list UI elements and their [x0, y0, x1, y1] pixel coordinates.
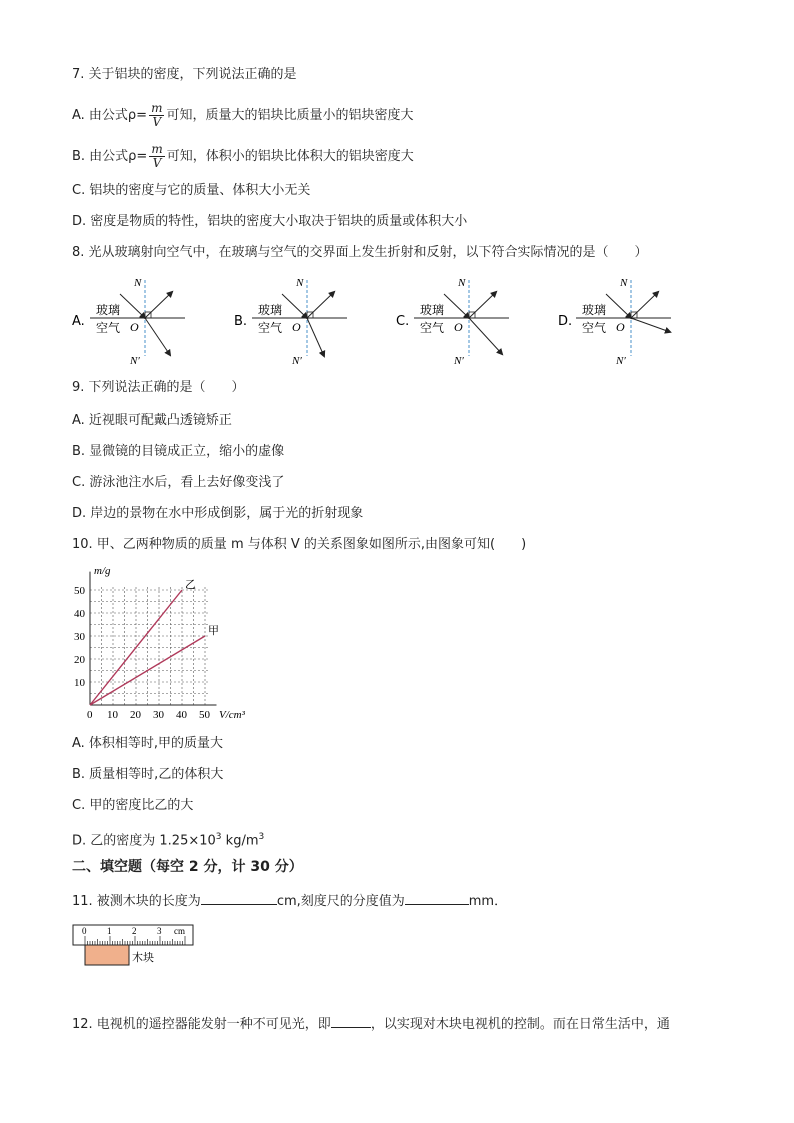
q7-b-post: 可知，体积小的铝块比体积大的铝块密度大 — [166, 149, 414, 164]
refracted-ray — [307, 318, 324, 356]
q9-option-b: B. 显微镜的目镜成正立，缩小的虚像 — [72, 444, 285, 459]
q7-option-c: C. 铝块的密度与它的质量、体积大小无关 — [72, 183, 311, 198]
q7-b-pre: B. 由公式ρ= — [72, 149, 148, 164]
formula-denominator: V — [152, 115, 162, 129]
formula-numerator: m — [151, 142, 163, 156]
q9-option-d: D. 岸边的景物在水中形成倒影，属于光的折射现象 — [72, 506, 364, 521]
block-label: 木块 — [132, 951, 154, 964]
chart-ticks — [74, 585, 211, 721]
q7-option-d: D. 密度是物质的特性，铝块的密度大小取决于铝块的质量或体积大小 — [72, 214, 468, 229]
q12-pre: 12. 电视机的遥控器能发射一种不可见光，即 — [72, 1017, 331, 1032]
incident-ray — [444, 294, 469, 318]
reflected-ray — [307, 292, 334, 318]
q8-diagrams — [60, 270, 740, 368]
n-prime-label: N′ — [130, 355, 140, 367]
q12-stem — [72, 1014, 670, 1034]
chart-axes — [90, 572, 217, 705]
ruler-label: 1 — [107, 926, 112, 936]
refracted-ray — [631, 318, 670, 332]
n-prime-label: N′ — [292, 355, 302, 367]
q10-d-unit-exponent: 3 — [258, 832, 265, 842]
q8-diagram-c — [396, 277, 509, 367]
q8-stem: 8. 光从玻璃射向空气中，在玻璃与空气的交界面上发生折射和反射，以下符合实际情况的是（ ） — [72, 245, 648, 260]
q7-option-b — [72, 143, 414, 170]
q8-diagram-b — [234, 277, 347, 367]
q11-stem — [72, 891, 507, 911]
y-tick-label: 30 — [74, 631, 85, 643]
x-tick-label: 10 — [107, 709, 118, 721]
reflected-ray — [631, 292, 658, 318]
ruler-label: 2 — [132, 926, 137, 936]
q7-a-post: 可知，质量大的铝块比质量小的铝块密度大 — [166, 108, 414, 123]
q11-pre: 11. 被测木块的长度为 — [72, 894, 201, 909]
ruler-label: cm — [174, 926, 185, 936]
ruler-diagram — [72, 921, 202, 969]
q10-option-a: A. 体积相等时,甲的质量大 — [72, 736, 224, 751]
wood-block — [85, 945, 129, 965]
q9-option-a: A. 近视眼可配戴凸透镜矫正 — [72, 413, 232, 428]
q10-d-unit: kg/m — [221, 833, 259, 849]
x-axis-label: V/cm³ — [219, 709, 245, 721]
y-tick-label: 20 — [74, 654, 85, 666]
option-label: B. — [234, 314, 248, 329]
series-label: 乙 — [185, 578, 196, 591]
q11-post: mm． — [468, 894, 508, 909]
ruler-label: 0 — [82, 926, 87, 936]
air-label: 空气 — [96, 321, 121, 335]
option-label: C. — [396, 314, 410, 329]
x-tick-label: 30 — [153, 709, 164, 721]
air-label: 空气 — [258, 321, 283, 335]
x-tick-label: 50 — [199, 709, 210, 721]
x-tick-label: 40 — [176, 709, 187, 721]
glass-label: 玻璃 — [96, 303, 121, 317]
q10-stem: 10. 甲、乙两种物质的质量 m 与体积 V 的关系图象如图所示,由图象可知( ) — [72, 537, 527, 552]
q10-option-d — [72, 828, 264, 850]
density-formula — [149, 143, 164, 170]
origin-label: O — [292, 320, 301, 334]
q7-a-pre: A. 由公式ρ= — [72, 108, 148, 123]
origin-label: O — [616, 320, 625, 334]
x-tick-label: 0 — [87, 709, 93, 721]
glass-label: 玻璃 — [258, 303, 283, 317]
air-label: 空气 — [420, 321, 445, 335]
density-formula — [149, 102, 164, 129]
chart-grid — [90, 585, 210, 705]
q11-mid: cm,刻度尺的分度值为 — [276, 894, 405, 909]
q10-option-b: B. 质量相等时,乙的体积大 — [72, 767, 224, 782]
q11-blank-division[interactable] — [405, 891, 469, 905]
q9-stem: 9. 下列说法正确的是（ ） — [72, 380, 245, 395]
glass-label: 玻璃 — [582, 303, 607, 317]
q7-stem: 7. 关于铝块的密度，下列说法正确的是 — [72, 67, 297, 82]
section-heading: 二、填空题（每空 2 分，计 30 分） — [72, 859, 303, 875]
n-prime-label: N′ — [454, 355, 464, 367]
n-label: N — [296, 277, 304, 289]
q10-d-exponent: 3 — [215, 832, 222, 842]
glass-label: 玻璃 — [420, 303, 445, 317]
q9-option-c: C. 游泳池注水后，看上去好像变浅了 — [72, 475, 285, 490]
refracted-ray — [145, 318, 170, 355]
q12-blank[interactable] — [331, 1014, 371, 1028]
origin-label: O — [454, 320, 463, 334]
y-tick-label: 50 — [74, 585, 85, 597]
n-label: N — [134, 277, 142, 289]
ruler-label: 3 — [157, 926, 162, 936]
q10-d-text: D. 乙的密度为 1.25×10 — [72, 833, 216, 849]
n-label: N — [458, 277, 466, 289]
air-label: 空气 — [582, 321, 607, 335]
q7-option-a — [72, 102, 413, 129]
y-axis-label: m/g — [94, 565, 111, 577]
x-tick-label: 20 — [130, 709, 141, 721]
q10-option-c: C. 甲的密度比乙的大 — [72, 798, 194, 813]
q12-post: ，以实现对木块电视机的控制。而在日常生活中，通 — [370, 1017, 670, 1032]
n-label: N — [620, 277, 628, 289]
incident-ray — [606, 294, 631, 318]
formula-denominator: V — [152, 156, 162, 170]
option-label: D. — [558, 314, 573, 329]
incident-ray — [282, 294, 307, 318]
origin-label: O — [130, 320, 139, 334]
n-prime-label: N′ — [616, 355, 626, 367]
series-label: 甲 — [208, 624, 219, 637]
q8-diagram-a — [72, 277, 185, 367]
y-tick-label: 40 — [74, 608, 85, 620]
chart-series — [90, 578, 219, 705]
refracted-ray — [469, 318, 502, 354]
reflected-ray — [469, 292, 496, 318]
formula-numerator: m — [151, 101, 163, 115]
mass-volume-chart — [66, 560, 276, 730]
reflected-ray — [145, 292, 172, 318]
q11-blank-length[interactable] — [201, 891, 277, 905]
incident-ray — [120, 294, 145, 318]
option-label: A. — [72, 314, 85, 329]
y-tick-label: 10 — [74, 677, 85, 689]
q8-diagram-d — [558, 277, 671, 367]
